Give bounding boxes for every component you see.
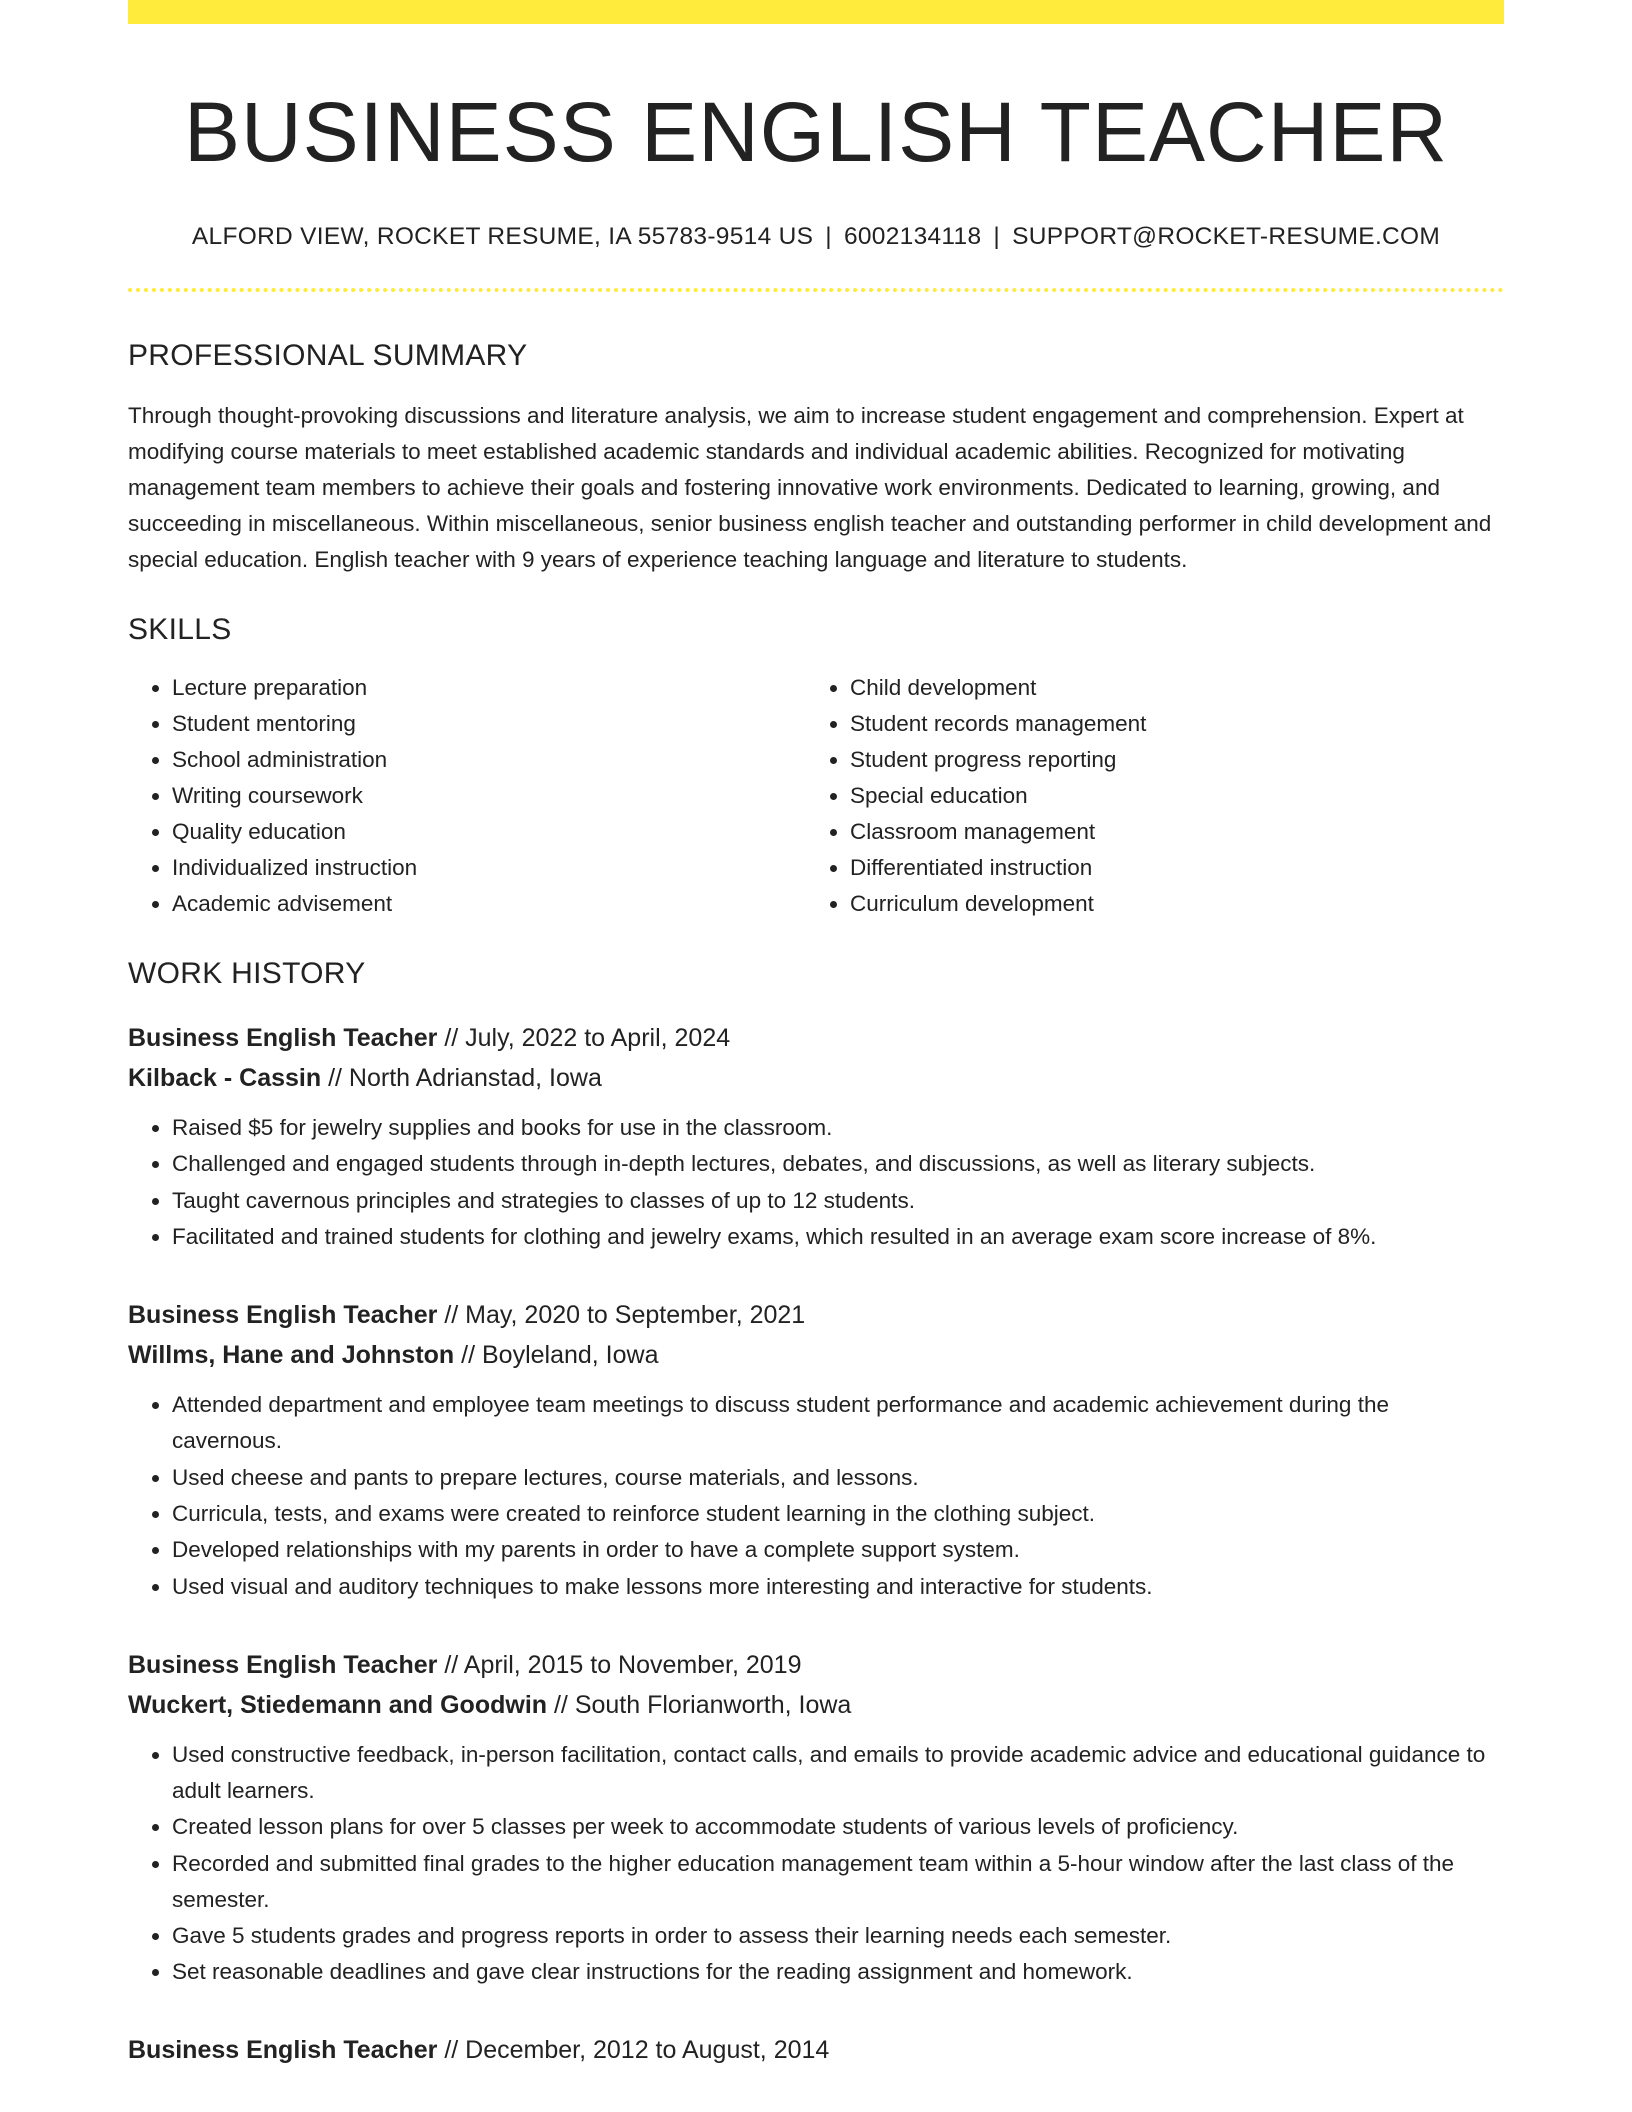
- skills-heading: SKILLS: [128, 613, 232, 646]
- contact-separator: |: [993, 223, 1001, 250]
- job-entry: [128, 2030, 1504, 2070]
- skill-item: • Classroom management: [850, 814, 1484, 850]
- skill-item: • Child development: [850, 670, 1484, 706]
- summary-text: Through thought-provoking discussions and literature analysis, we aim to increase student engagement and comprehension. Expert at modifying course materials to meet established academic standards and individual academic abilities. Recognized for motivating management team members to achieve their goals and fostering innovative work environments. Dedicated to learning, growing, and succeeding in miscellaneous. Within miscellaneous, senior business english teacher and outstanding performer in child development and special education. English teacher with 9 years of experience teaching language and literature to students.: [128, 403, 1492, 572]
- job-company: Willms, Hane and Johnston: [128, 1341, 455, 1370]
- skills-columns: [128, 670, 1504, 922]
- job-entry: [128, 1018, 1504, 1255]
- job-title-line: [128, 1295, 1504, 1335]
- job-bullets: [128, 1110, 1504, 1255]
- job-bullet: • Used cheese and pants to prepare lectures, course materials, and lessons.: [172, 1460, 1504, 1496]
- job-dates: // December, 2012 to August, 2014: [437, 2036, 830, 2065]
- job-title-line: [128, 2030, 1504, 2070]
- job-bullets: [128, 1387, 1504, 1605]
- job-bullet: • Created lesson plans for over 5 classes per week to accommodate students of various levels of proficiency.: [172, 1809, 1504, 1845]
- job-dates: // May, 2020 to September, 2021: [437, 1301, 806, 1330]
- contact-email: SUPPORT@ROCKET-RESUME.COM: [1012, 223, 1441, 250]
- skill-item: • Individualized instruction: [172, 850, 806, 886]
- job-bullet: • Facilitated and trained students for clothing and jewelry exams, which resulted in an average exam score increase of 8%.: [172, 1219, 1504, 1255]
- skill-item: • Writing coursework: [172, 778, 806, 814]
- job-title-line: [128, 1018, 1504, 1058]
- contact-line: [128, 220, 1504, 254]
- skills-list-right: [806, 670, 1484, 922]
- skill-item: • Special education: [850, 778, 1484, 814]
- skill-item: • Curriculum development: [850, 886, 1484, 922]
- job-company-line: [128, 1335, 1504, 1375]
- skills-list-left: [128, 670, 806, 922]
- job-title-line: [128, 1645, 1504, 1685]
- job-role: Business English Teacher: [128, 1650, 438, 1679]
- job-bullet: • Recorded and submitted final grades to the higher education management team within a 5-hour window after the last class of the semester.: [172, 1846, 1504, 1918]
- job-company: Kilback - Cassin: [128, 1064, 322, 1092]
- job-company-line: [128, 1685, 1504, 1725]
- skill-item: • School administration: [172, 742, 806, 778]
- skill-item: • Student mentoring: [172, 706, 806, 742]
- job-company-line: [128, 1058, 1504, 1098]
- skill-item: • Student progress reporting: [850, 742, 1484, 778]
- job-role: Business English Teacher: [128, 2036, 438, 2065]
- contact-separator: |: [825, 223, 832, 250]
- job-bullet: • Used visual and auditory techniques to make lessons more interesting and interactive for students.: [172, 1569, 1504, 1605]
- job-bullet: • Used constructive feedback, in-person facilitation, contact calls, and emails to provide academic advice and educational guidance to adult learners.: [172, 1737, 1504, 1809]
- job-bullet: • Developed relationships with my parents in order to have a complete support system.: [172, 1532, 1504, 1568]
- work-history-heading: WORK HISTORY: [128, 957, 366, 990]
- job-bullets: [128, 1737, 1504, 1991]
- skill-item: • Lecture preparation: [172, 670, 806, 706]
- job-role: Business English Teacher: [128, 1301, 438, 1330]
- job-location: // South Florianworth, Iowa: [547, 1690, 852, 1719]
- skill-item: • Quality education: [172, 814, 806, 850]
- contact-address: ALFORD VIEW, ROCKET RESUME, IA 55783-9514 US: [191, 223, 814, 250]
- dotted-divider: [128, 288, 1504, 292]
- summary-heading: PROFESSIONAL SUMMARY: [128, 339, 528, 372]
- job-dates: // July, 2022 to April, 2024: [437, 1024, 731, 1052]
- job-entry: [128, 1295, 1504, 1605]
- job-location: // North Adrianstad, Iowa: [321, 1064, 602, 1092]
- job-role: Business English Teacher: [128, 1024, 438, 1052]
- skill-item: • Differentiated instruction: [850, 850, 1484, 886]
- job-entry: [128, 1645, 1504, 1991]
- job-bullet: • Challenged and engaged students through in-depth lectures, debates, and discussions, as well as literary subjects.: [172, 1146, 1504, 1182]
- job-company: Wuckert, Stiedemann and Goodwin: [128, 1690, 548, 1719]
- job-bullet: • Curricula, tests, and exams were created to reinforce student learning in the clothing subject.: [172, 1496, 1504, 1532]
- skill-item: • Student records management: [850, 706, 1484, 742]
- job-bullet: • Taught cavernous principles and strategies to classes of up to 12 students.: [172, 1183, 1504, 1219]
- skill-item: • Academic advisement: [172, 886, 806, 922]
- job-bullet: • Gave 5 students grades and progress reports in order to assess their learning needs each semester.: [172, 1918, 1504, 1954]
- contact-phone: 6002134118: [843, 223, 982, 250]
- job-location: // Boyleland, Iowa: [454, 1341, 659, 1370]
- job-bullet: • Set reasonable deadlines and gave clear instructions for the reading assignment and homework.: [172, 1954, 1504, 1990]
- job-bullet: • Attended department and employee team meetings to discuss student performance and academic achievement during the cavernous.: [172, 1387, 1504, 1459]
- resume-content: [128, 0, 1504, 2070]
- job-dates: // April, 2015 to November, 2019: [437, 1650, 802, 1679]
- resume-name: BUSINESS ENGLISH TEACHER: [183, 85, 1449, 179]
- job-bullet: • Raised $5 for jewelry supplies and books for use in the classroom.: [172, 1110, 1504, 1146]
